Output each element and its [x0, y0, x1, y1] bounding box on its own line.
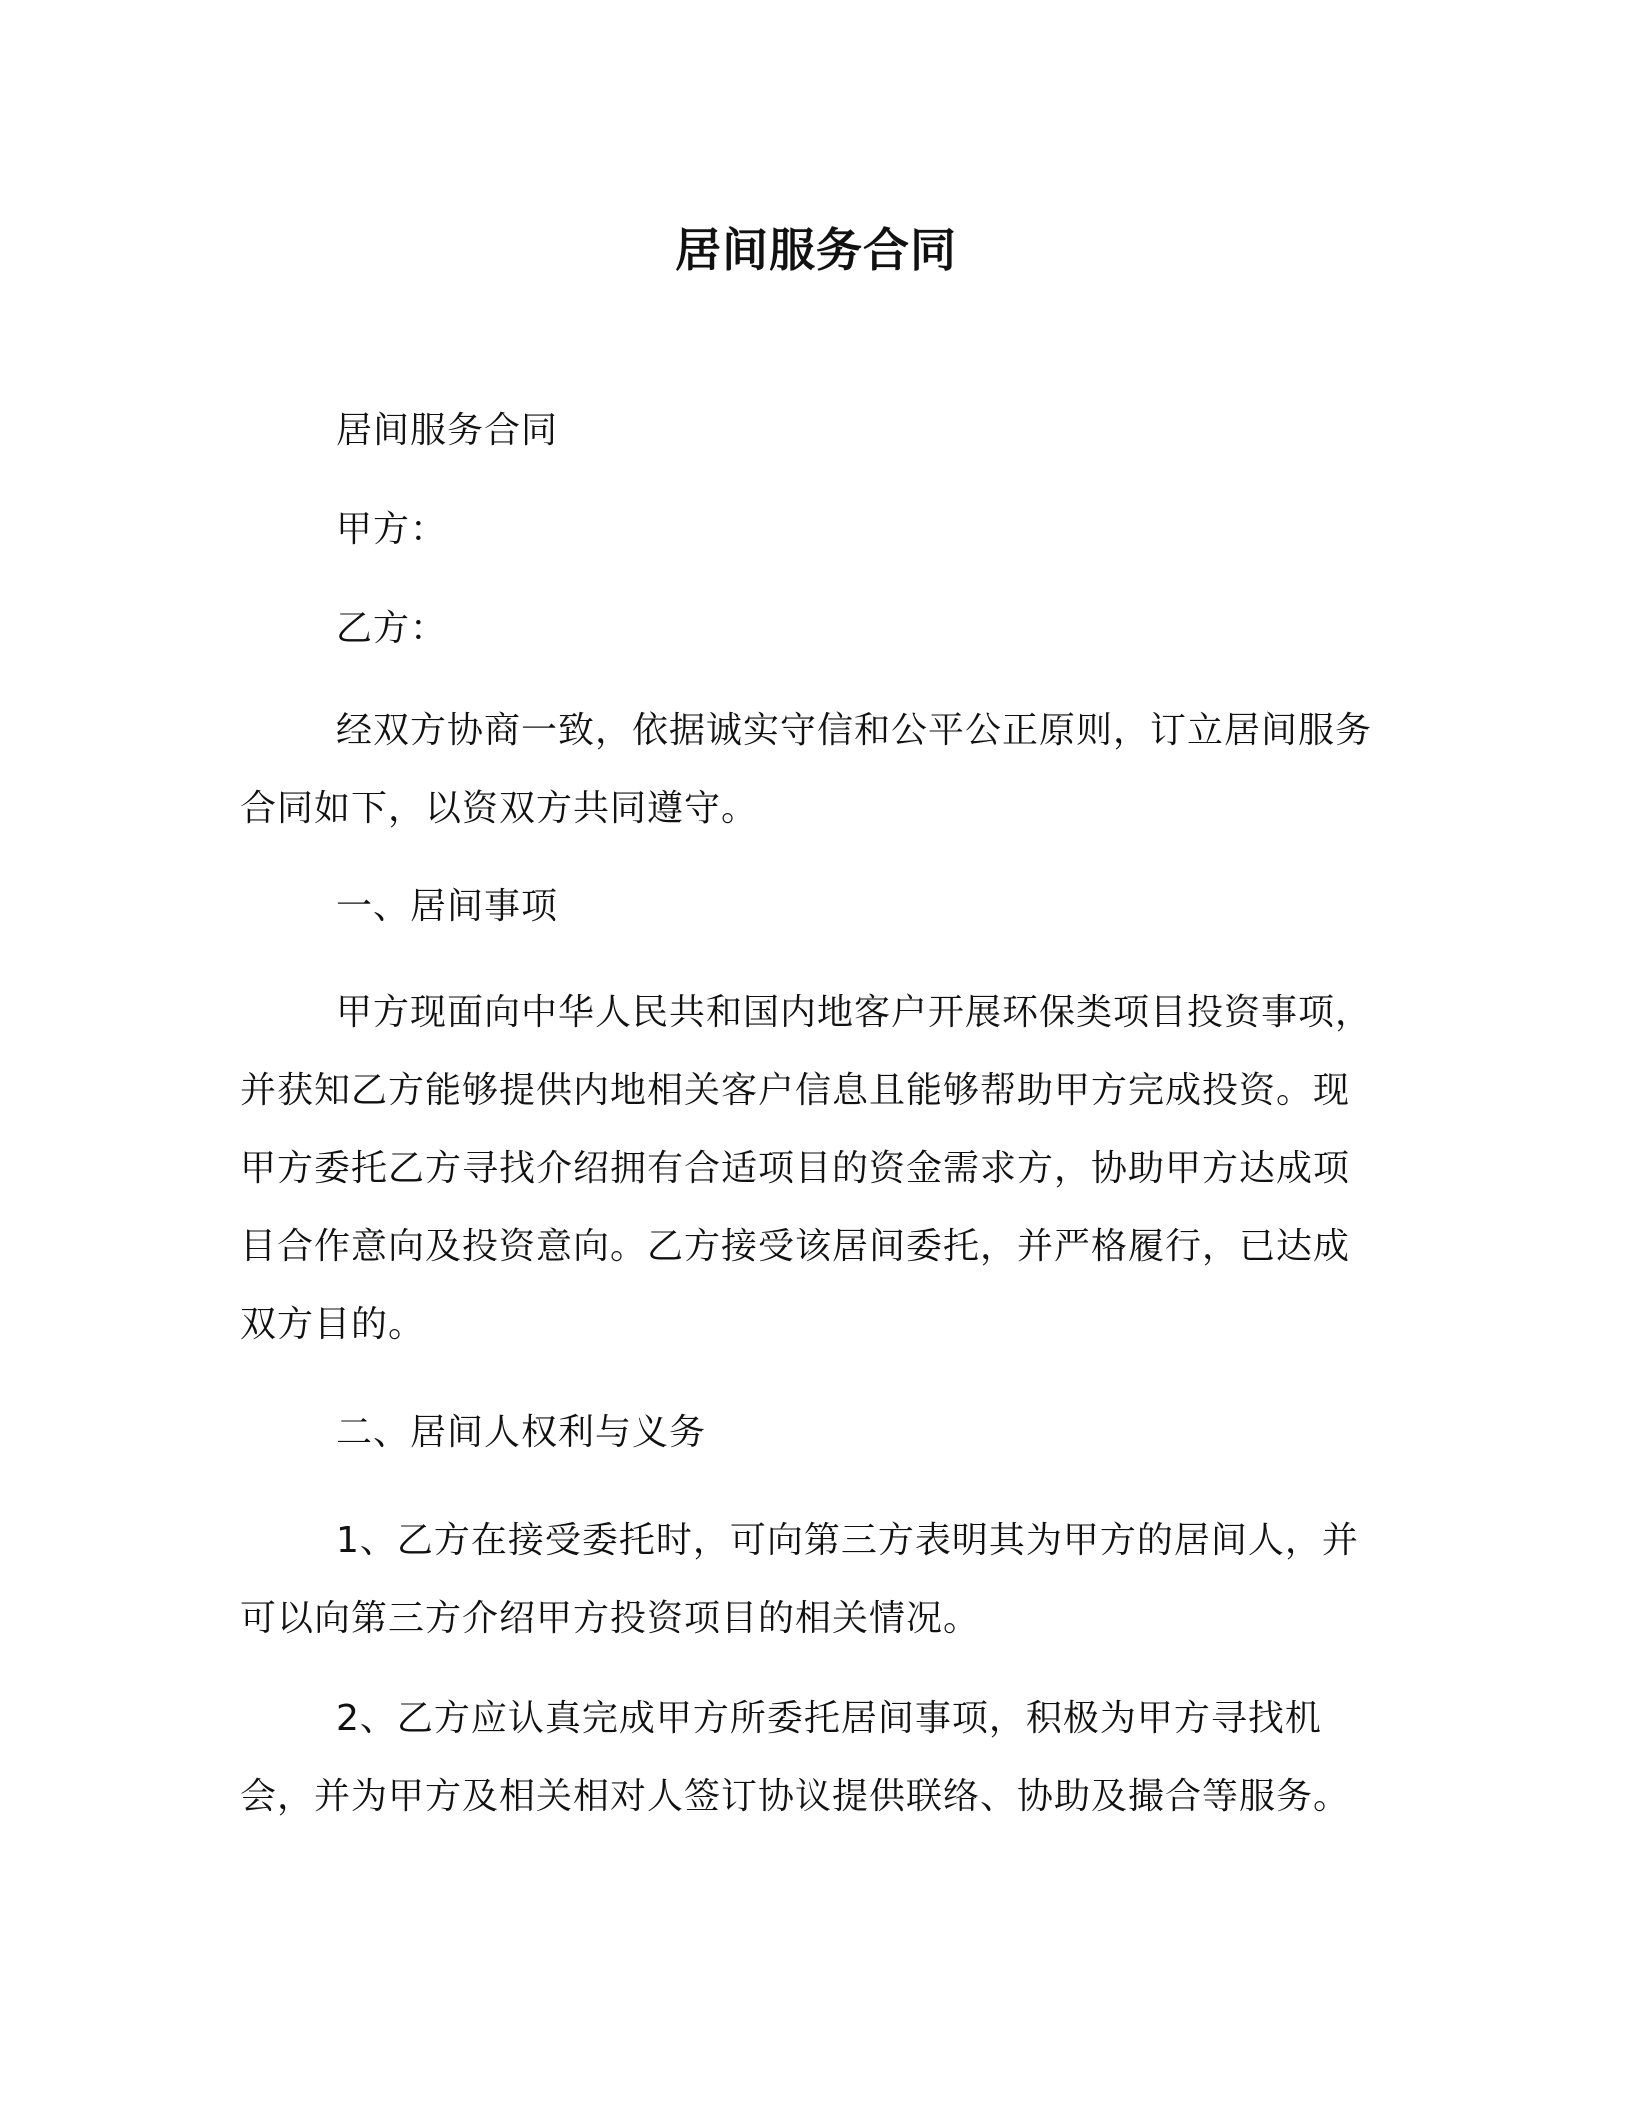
section-1-body: 甲方现面向中华人民共和国内地客户开展环保类项目投资事项，并获知乙方能够提供内地相关客户信息且能够帮助甲方完成投资。现甲方委托乙方寻找介绍拥有合适项目的资金需求方，协助甲方达成项目合作意向及投资意向。乙方接受该居间委托，并严格履行，已达成双方目的。 — [240, 992, 1373, 1345]
party-b-label: 乙方： — [336, 608, 448, 649]
section-1-heading: 一、居间事项 — [336, 886, 559, 927]
preamble-paragraph: 经双方协商一致，依据诚实守信和公平公正原则，订立居间服务合同如下，以资双方共同遵守。 — [240, 710, 1373, 829]
section-2-heading: 二、居间人权利与义务 — [336, 1412, 707, 1453]
section-2-item-1: 1、乙方在接受委托时，可向第三方表明其为甲方的居间人，并可以向第三方介绍甲方投资项目的相关情况。 — [240, 1520, 1359, 1639]
party-a-label: 甲方： — [336, 509, 448, 550]
document-title: 居间服务合同 — [675, 223, 957, 277]
contract-name: 居间服务合同 — [336, 410, 559, 451]
section-2-item-2: 2、乙方应认真完成甲方所委托居间事项，积极为甲方寻找机会，并为甲方及相关相对人签订协议提供联络、协助及撮合等服务。 — [240, 1698, 1351, 1817]
